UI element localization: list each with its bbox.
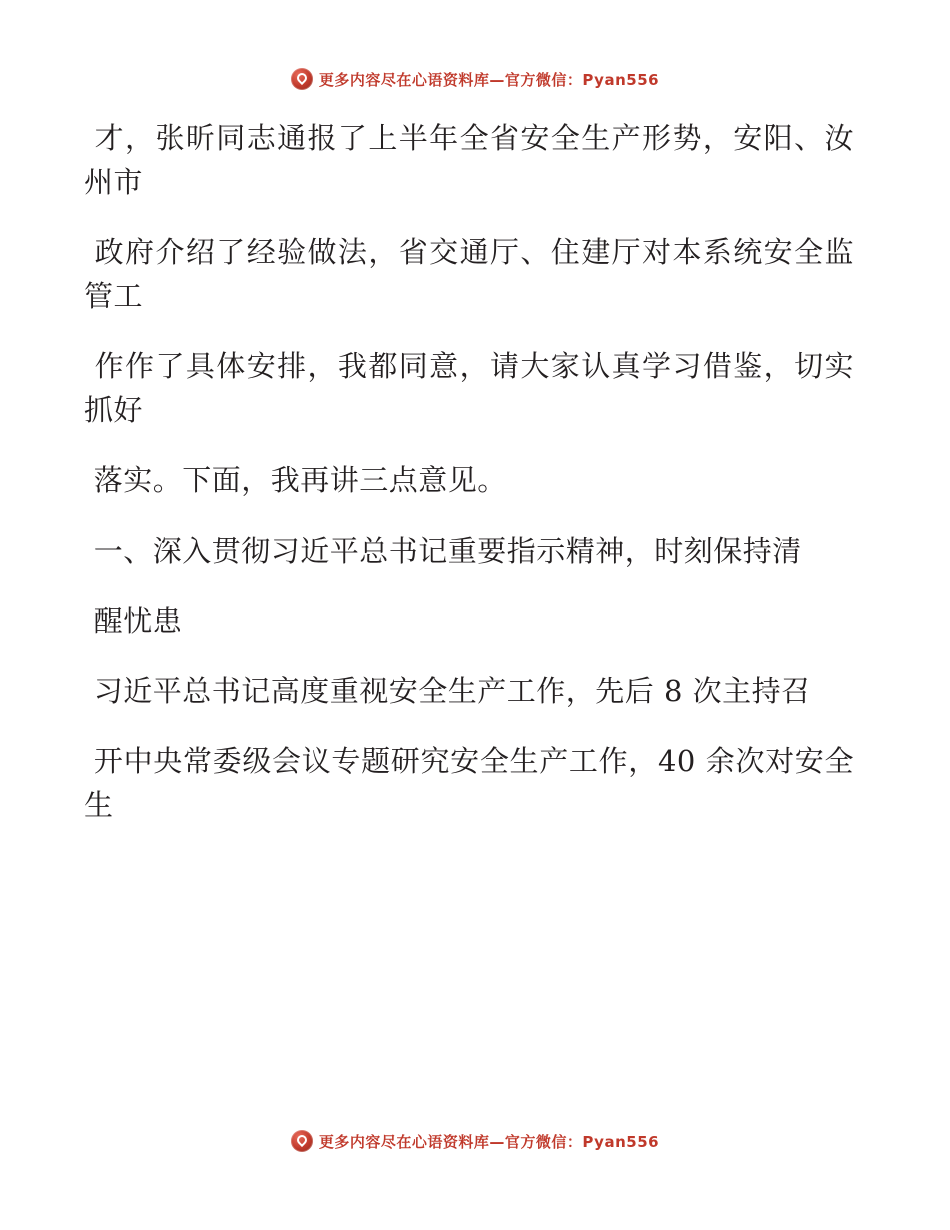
paragraph: 一、深入贯彻习近平总书记重要指示精神，时刻保持清 (84, 533, 802, 568)
paragraph: 才，张昕同志通报了上半年全省安全生产形势，安阳、汝州市 (84, 121, 854, 200)
watermark-bottom (0, 1130, 950, 1152)
paragraph: 习近平总书记高度重视安全生产工作，先后 8 次主持召 (84, 673, 811, 708)
heart-seal-icon (291, 68, 313, 90)
paragraph: 作作了具体安排，我都同意，请大家认真学习借鉴，切实抓好 (84, 349, 854, 428)
heart-seal-icon (291, 1130, 313, 1152)
paragraph: 开中央常委级会议专题研究安全生产工作，40 余次对安全生 (84, 743, 854, 822)
watermark-text: 更多内容尽在心语资料库—官方微信：Pyan556 (318, 1132, 660, 1151)
paragraph: 落实。下面，我再讲三点意见。 (84, 463, 507, 498)
paragraph: 醒忧患 (84, 603, 183, 638)
document-text-body (0, 116, 950, 1230)
watermark-top (0, 68, 950, 90)
paragraph: 政府介绍了经验做法，省交通厅、住建厅对本系统安全监管工 (84, 235, 854, 314)
watermark-text: 更多内容尽在心语资料库—官方微信：Pyan556 (318, 70, 660, 89)
